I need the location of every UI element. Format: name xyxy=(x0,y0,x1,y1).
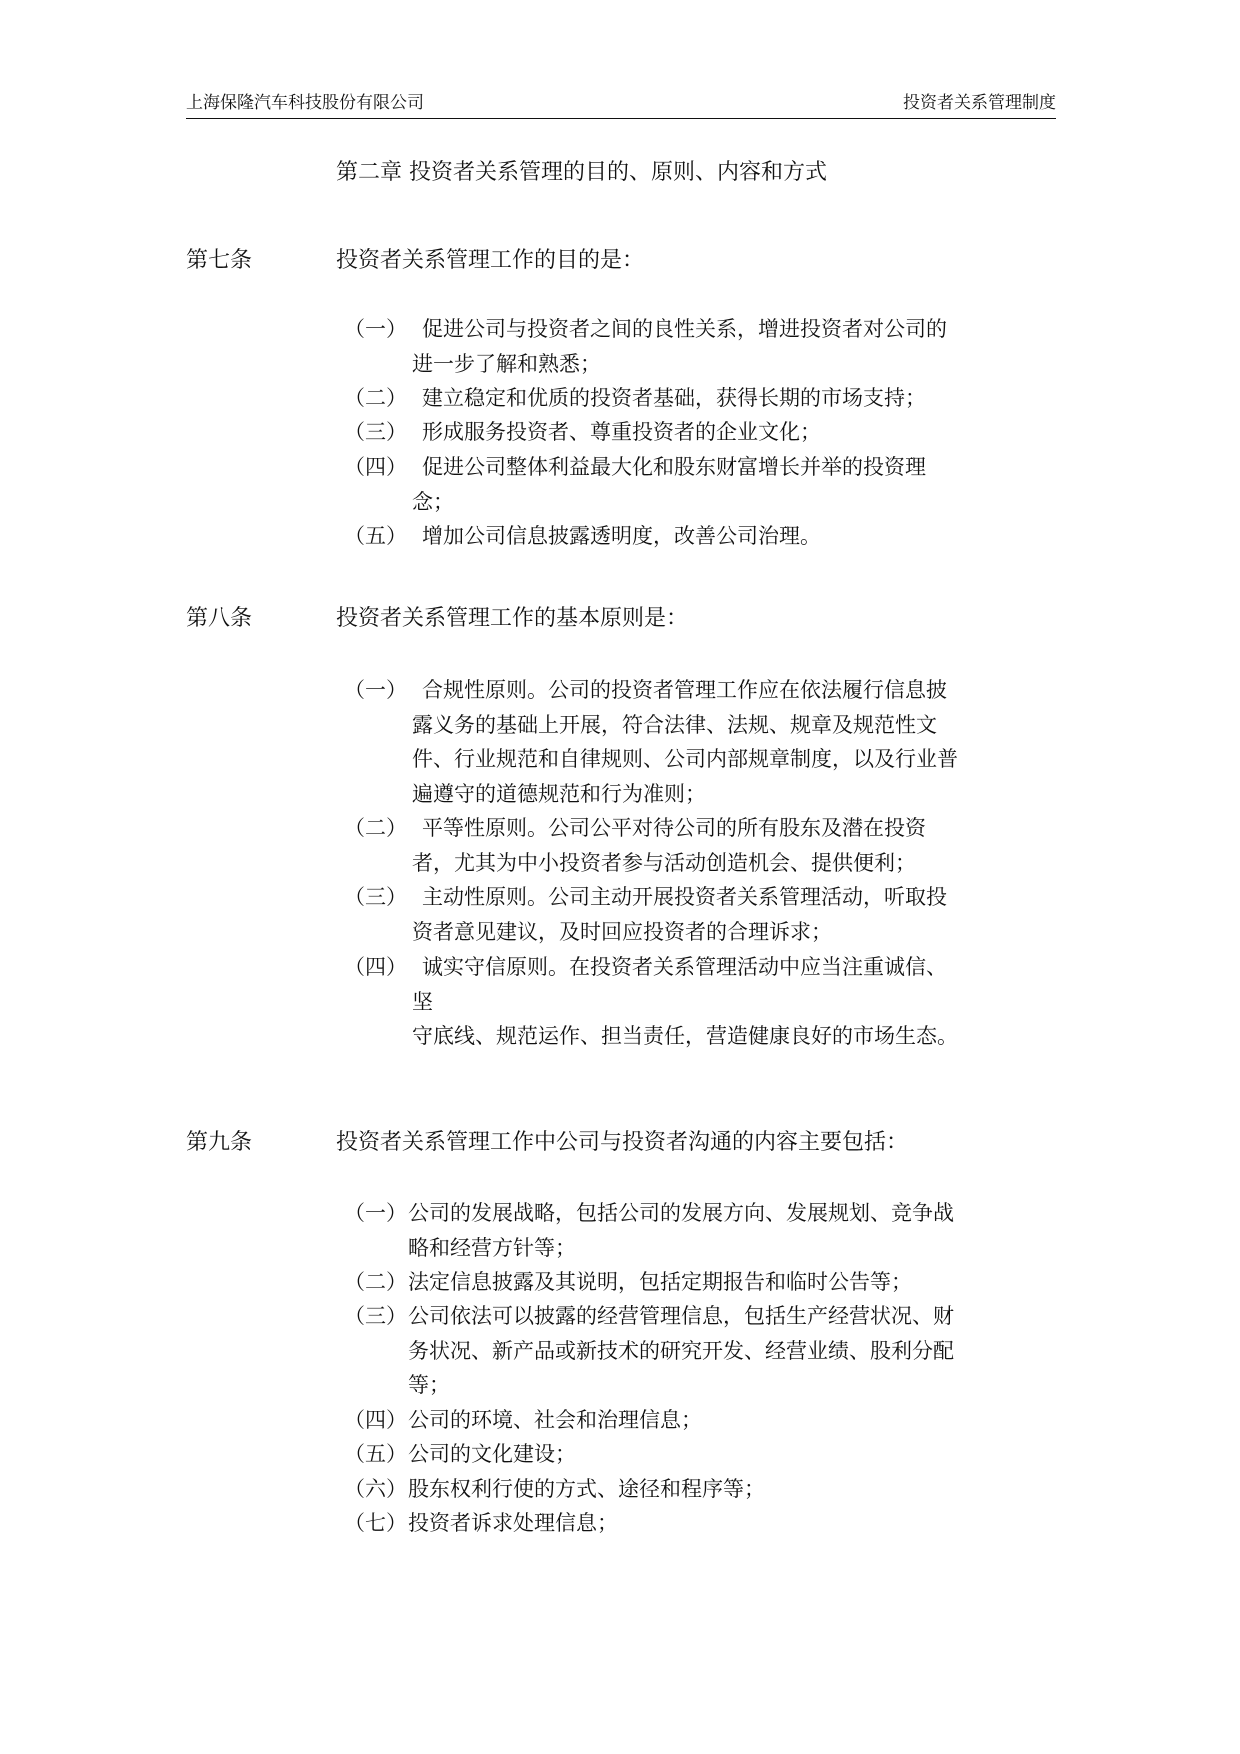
item-line: 守底线、规范运作、担当责任，营造健康良好的市场生态。 xyxy=(412,1024,958,1048)
item-line: 资者意见建议，及时回应投资者的合理诉求； xyxy=(412,919,832,944)
item-line: 增加公司信息披露透明度，改善公司治理。 xyxy=(422,524,821,548)
item-line: 股东权利行使的方式、途径和程序等； xyxy=(408,1477,765,1501)
article-9-item-5 xyxy=(344,1437,1064,1472)
article-8-number: 第八条 xyxy=(186,606,253,631)
item-line: 平等性原则。公司公平对待公司的所有股东及潜在投资 xyxy=(422,816,926,840)
item-line: 公司的发展战略，包括公司的发展方向、发展规划、竞争战 xyxy=(408,1201,954,1225)
item-line: 念； xyxy=(412,489,454,514)
item-line: 形成服务投资者、尊重投资者的企业文化； xyxy=(422,420,821,444)
item-line: 等； xyxy=(408,1373,450,1397)
item-number: （五） xyxy=(344,1442,407,1466)
item-number: （六） xyxy=(344,1477,407,1501)
article-9-item-4 xyxy=(344,1403,1064,1438)
article-9-intro: 投资者关系管理工作中公司与投资者沟通的内容主要包括： xyxy=(336,1130,909,1155)
item-number: （三） xyxy=(344,1304,407,1328)
item-line: 件、行业规范和自律规则、公司内部规章制度，以及行业普 xyxy=(412,747,958,771)
item-number: （三） xyxy=(344,420,407,444)
item-line: 公司的环境、社会和治理信息； xyxy=(408,1408,702,1432)
article-9-item-2 xyxy=(344,1265,1064,1300)
article-8-item-2 xyxy=(344,811,1064,880)
item-line: 进一步了解和熟悉； xyxy=(412,351,601,376)
item-line: 主动性原则。公司主动开展投资者关系管理活动，听取投 xyxy=(422,885,947,909)
header-company-name: 上海保隆汽车科技股份有限公司 xyxy=(186,93,424,113)
article-7-item-2 xyxy=(344,381,1064,416)
item-number: （四） xyxy=(344,955,407,979)
article-7-item-4 xyxy=(344,450,1064,519)
item-line: 务状况、新产品或新技术的研究开发、经营业绩、股利分配 xyxy=(408,1338,954,1363)
item-line: 投资者诉求处理信息； xyxy=(408,1511,618,1535)
item-line: 遍遵守的道德规范和行为准则； xyxy=(412,781,706,806)
item-number: （五） xyxy=(344,524,407,548)
item-line: 合规性原则。公司的投资者管理工作应在依法履行信息披 xyxy=(422,678,947,702)
item-number: （一） xyxy=(344,678,407,702)
item-number: （四） xyxy=(344,455,407,479)
article-8-item-4 xyxy=(344,950,1064,1054)
item-line: 者，尤其为中小投资者参与活动创造机会、提供便利； xyxy=(412,850,916,875)
item-number: （一） xyxy=(344,317,407,341)
item-number: （七） xyxy=(344,1511,407,1535)
item-line: 诚实守信原则。在投资者关系管理活动中应当注重诚信、 xyxy=(422,955,947,979)
item-line: 法定信息披露及其说明，包括定期报告和临时公告等； xyxy=(408,1270,912,1294)
item-number: （三） xyxy=(344,885,407,909)
article-9-item-7 xyxy=(344,1506,1064,1541)
article-7-intro: 投资者关系管理工作的目的是： xyxy=(336,248,645,273)
header-document-title: 投资者关系管理制度 xyxy=(903,93,1056,113)
article-8-intro: 投资者关系管理工作的基本原则是： xyxy=(336,606,689,631)
item-number: （二） xyxy=(344,386,407,410)
item-line: 促进公司整体利益最大化和股东财富增长并举的投资理 xyxy=(422,455,926,479)
chapter-title: 第二章 投资者关系管理的目的、原则、内容和方式 xyxy=(336,160,827,185)
article-8-item-1 xyxy=(344,673,1064,811)
article-9-number: 第九条 xyxy=(186,1130,253,1155)
item-line: 坚 xyxy=(412,989,433,1014)
item-line: 公司的文化建设； xyxy=(408,1442,576,1466)
item-line: 促进公司与投资者之间的良性关系，增进投资者对公司的 xyxy=(422,317,947,341)
article-9-item-6 xyxy=(344,1472,1064,1507)
article-7-item-1 xyxy=(344,312,1064,381)
item-line: 公司依法可以披露的经营管理信息，包括生产经营状况、财 xyxy=(408,1304,954,1328)
item-number: （四） xyxy=(344,1408,407,1432)
item-number: （一） xyxy=(344,1201,407,1225)
item-line: 露义务的基础上开展，符合法律、法规、规章及规范性文 xyxy=(412,712,937,737)
article-7-item-5 xyxy=(344,519,1064,554)
article-8-item-3 xyxy=(344,880,1064,949)
item-line: 建立稳定和优质的投资者基础，获得长期的市场支持； xyxy=(422,386,926,410)
article-9-item-3 xyxy=(344,1299,1064,1403)
article-9-item-1 xyxy=(344,1196,1064,1265)
item-line: 略和经营方针等； xyxy=(408,1235,576,1260)
article-7-number: 第七条 xyxy=(186,248,253,273)
item-number: （二） xyxy=(344,1270,407,1294)
page-header xyxy=(186,88,1056,119)
article-7-item-3 xyxy=(344,415,1064,450)
item-number: （二） xyxy=(344,816,407,840)
